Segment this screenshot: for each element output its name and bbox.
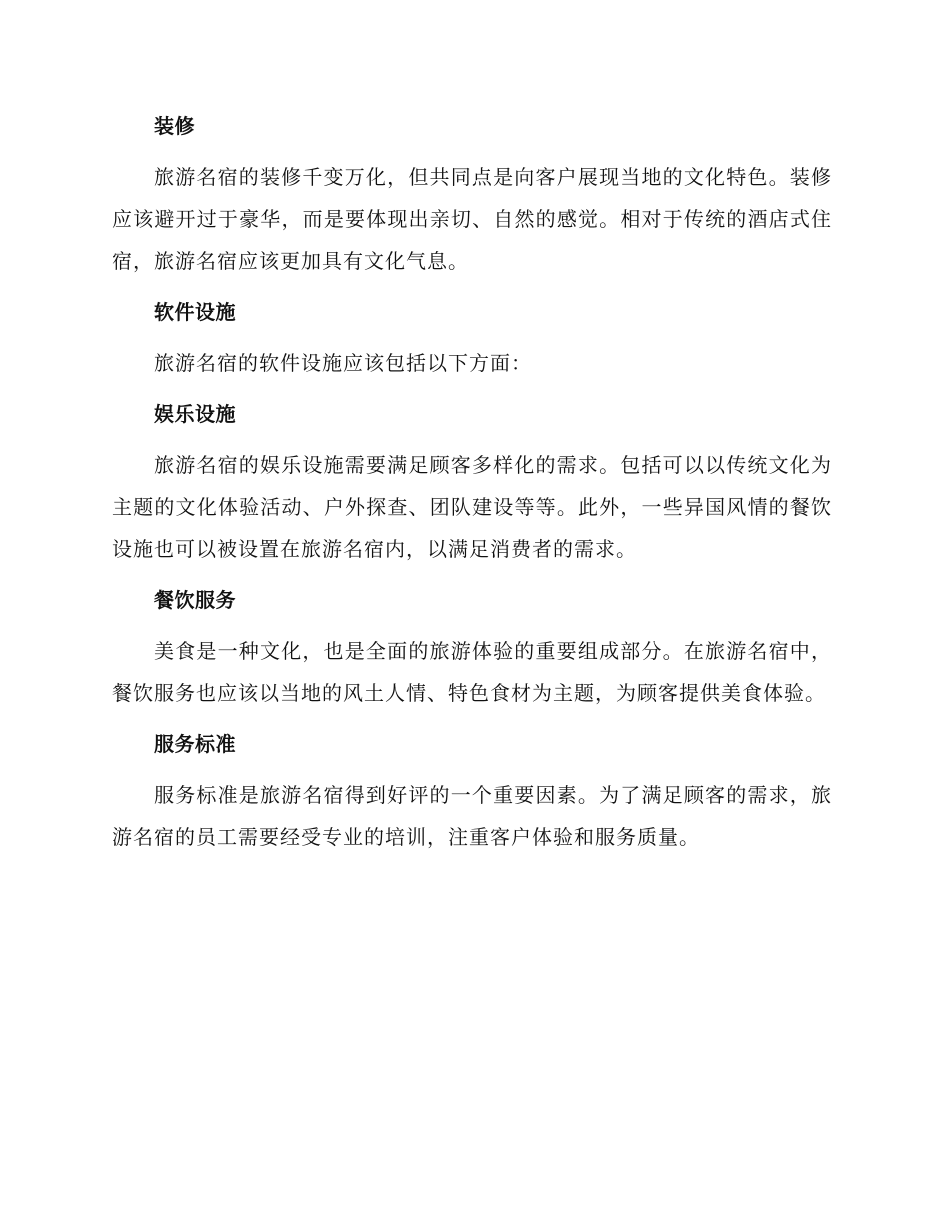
- section-heading: 装修: [154, 114, 195, 138]
- section-heading: 餐饮服务: [154, 588, 236, 612]
- section-dining-service: [112, 582, 832, 714]
- section-paragraph: 服务标准是旅游名宿得到好评的一个重要因素。为了满足顾客的需求，旅游名宿的员工需要经受专业的培训，注重客户体验和服务质量。: [112, 783, 832, 849]
- section-entertainment-facilities: [112, 396, 832, 570]
- section-paragraph: 旅游名宿的装修千变万化，但共同点是向客户展现当地的文化特色。装修应该避开过于豪华，而是要体现出亲切、自然的感觉。相对于传统的酒店式住宿，旅游名宿应该更加具有文化气息。: [112, 165, 832, 273]
- section-software-facilities: [112, 294, 832, 384]
- section-heading: 软件设施: [154, 300, 236, 324]
- section-decoration: [112, 108, 832, 282]
- section-heading: 娱乐设施: [154, 402, 236, 426]
- section-heading: 服务标准: [154, 732, 236, 756]
- document-page: [112, 108, 832, 870]
- section-paragraph: 旅游名宿的娱乐设施需要满足顾客多样化的需求。包括可以以传统文化为主题的文化体验活动、户外探查、团队建设等等。此外，一些异国风情的餐饮设施也可以被设置在旅游名宿内，以满足消费者的需求。: [112, 453, 832, 561]
- section-paragraph: 旅游名宿的软件设施应该包括以下方面：: [154, 351, 532, 375]
- section-paragraph: 美食是一种文化，也是全面的旅游体验的重要组成部分。在旅游名宿中，餐饮服务也应该以当地的风土人情、特色食材为主题，为顾客提供美食体验。: [112, 639, 832, 705]
- section-service-standards: [112, 726, 832, 858]
